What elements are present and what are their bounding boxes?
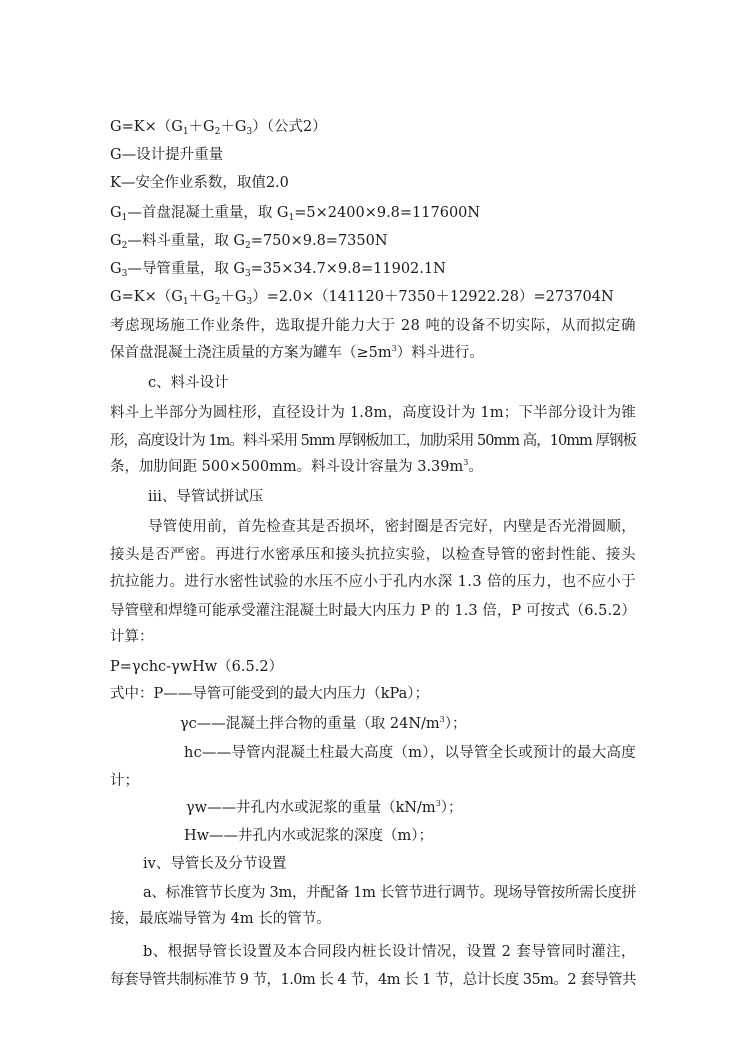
text-segment: 1 — [121, 213, 128, 223]
text-segment: G=K×（G — [110, 289, 183, 305]
text-segment: —料斗重量，取 G — [127, 233, 246, 249]
text-segment: 条，加肋间距 500×500mm。料斗设计容量为 3.39m — [110, 459, 464, 475]
text-segment: 1 — [182, 297, 189, 307]
text-line — [110, 343, 484, 363]
text-line — [110, 457, 483, 477]
text-line — [110, 431, 636, 451]
text-line — [110, 684, 429, 704]
text-segment: 1 — [288, 213, 295, 223]
text-line — [110, 259, 446, 279]
text-line — [143, 854, 286, 874]
text-segment: Hw——井孔内水或泥浆的深度（m）； — [184, 828, 434, 844]
text-segment: 2 — [214, 297, 221, 307]
text-segment: 2 — [214, 127, 221, 137]
text-line — [110, 572, 636, 592]
text-segment: ）料斗进行。 — [396, 345, 484, 361]
text-segment: a、标准管节长度为 3m，并配备 1m 长管节进行调节。现场导管按所需长度拼 — [143, 885, 637, 901]
text-segment: iii、导管试拼试压 — [148, 489, 264, 505]
text-segment: 3 — [246, 297, 253, 307]
text-line — [110, 771, 139, 791]
text-line — [110, 287, 614, 307]
text-segment: ＋G — [188, 289, 215, 305]
text-line — [186, 798, 463, 818]
text-line — [110, 316, 636, 336]
text-segment: 3 — [121, 269, 128, 279]
text-segment: P=γchc-γwHw（6.5.2） — [110, 659, 284, 675]
text-line — [143, 942, 636, 962]
text-segment: ）=2.0×（141120＋7350＋12922.28）=273704N — [252, 289, 614, 305]
text-segment: c、料斗设计 — [148, 375, 229, 391]
text-line — [110, 970, 636, 990]
text-line — [148, 517, 636, 537]
text-segment: =35×34.7×9.8=11902.1N — [250, 261, 446, 277]
text-segment: 3 — [463, 458, 469, 467]
text-segment: =750×9.8=7350N — [250, 233, 388, 249]
text-line — [110, 657, 283, 677]
text-segment: 形，高度设计为 1m。料斗采用 5mm 厚钢板加工，加肋采用 50mm 高，10mm 厚钢板 — [110, 433, 636, 449]
text-segment: 抗拉能力。进行水密性试验的水压不应小于孔内水深 1.3 倍的压力，也不应小于 — [110, 574, 636, 590]
text-segment: G=K×（G — [110, 119, 183, 135]
text-line — [110, 909, 331, 929]
text-segment: γw——井孔内水或泥浆的重量（kN/m — [186, 800, 436, 816]
text-segment: —首盘混凝土重量，取 G — [127, 205, 289, 221]
text-segment: ）（公式2） — [252, 119, 327, 135]
text-segment: G — [110, 261, 122, 277]
text-segment: 2 — [245, 241, 251, 251]
text-segment: hc——导管内混凝土柱最大高度（m），以导管全长或预计的最大高度 — [184, 745, 636, 761]
text-segment: ）； — [440, 800, 463, 816]
text-line — [110, 173, 289, 193]
text-segment: 料斗上半部分为圆柱形，直径设计为 1.8m，高度设计为 1m；下半部分设计为锥 — [110, 405, 636, 421]
text-segment: γc——混凝土拌合物的重量（取 24N/m — [180, 716, 440, 732]
text-segment: —导管重量，取 G — [127, 261, 246, 277]
text-line — [110, 601, 636, 621]
text-line — [184, 826, 433, 846]
text-segment: 3 — [391, 344, 397, 353]
text-line — [110, 403, 636, 423]
text-segment: G — [110, 205, 122, 221]
text-segment: iv、导管长及分节设置 — [143, 856, 287, 872]
text-segment: 计； — [110, 773, 139, 789]
text-line — [143, 883, 636, 903]
text-segment: 接，最底端导管为 4m 长的管节。 — [110, 911, 331, 927]
text-line — [148, 487, 263, 507]
text-segment: 考虑现场施工作业条件，选取提升能力大于 28 吨的设备不切实际，从而拟定确 — [110, 318, 636, 334]
text-line — [180, 714, 467, 734]
text-segment: ＋G — [220, 119, 247, 135]
text-segment: 每套导管共制标准节 9 节，1.0m 长 4 节，4m 长 1 节，总计长度 35m。2 套导管共 — [110, 972, 637, 988]
text-segment: 计算： — [110, 629, 154, 645]
text-segment: 3 — [246, 127, 253, 137]
text-segment: 2 — [121, 241, 128, 251]
text-segment: ＋G — [188, 119, 215, 135]
text-segment: 导管使用前，首先检查其是否损坏，密封圈是否完好，内壁是否光滑圆顺， — [148, 519, 637, 535]
text-segment: 。 — [468, 459, 483, 475]
text-line — [110, 117, 327, 137]
text-segment: 1 — [182, 127, 189, 137]
text-segment: 保首盘混凝土浇注质量的方案为罐车（≥5m — [110, 345, 392, 361]
text-segment: ）； — [444, 716, 467, 732]
text-segment: G—设计提升重量 — [110, 147, 224, 163]
text-line — [110, 545, 636, 565]
text-segment: =5×2400×9.8=117600N — [294, 205, 481, 221]
text-line — [110, 231, 388, 251]
text-line — [110, 627, 154, 647]
text-segment: 3 — [439, 715, 445, 724]
text-segment: G — [110, 233, 122, 249]
text-line — [110, 203, 480, 223]
text-segment: K—安全作业系数，取值2.0 — [110, 175, 289, 191]
text-line — [148, 373, 229, 393]
text-segment: ＋G — [220, 289, 247, 305]
text-segment: b、根据导管长设置及本合同段内桩长设计情况，设置 2 套导管同时灌注， — [143, 944, 636, 960]
text-line — [110, 145, 223, 165]
text-line — [184, 743, 636, 763]
text-segment: 接头是否严密。再进行水密承压和接头抗拉实验，以检查导管的密封性能、接头 — [110, 547, 637, 563]
text-segment: 3 — [245, 269, 251, 279]
text-segment: 式中：P——导管可能受到的最大内压力（kPa）； — [110, 686, 430, 702]
text-segment: 导管壁和焊缝可能承受灌注混凝土时最大内压力 P 的 1.3 倍，P 可按式（6.5.2） — [110, 603, 637, 619]
text-segment: 3 — [435, 799, 441, 808]
